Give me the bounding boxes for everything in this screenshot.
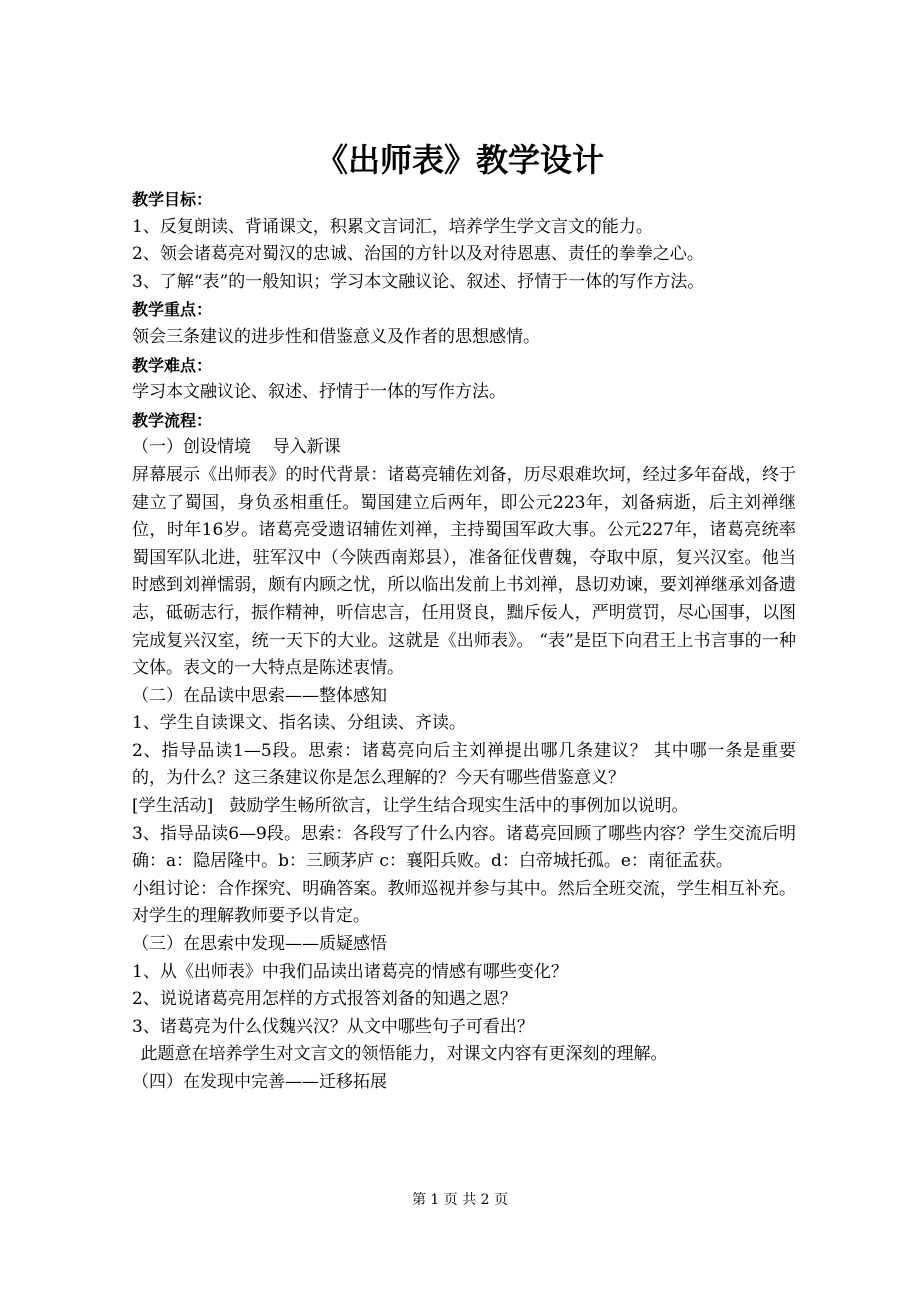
objective-item: 3、了解“表”的一般知识；学习本文融议论、叙述、抒情于一体的写作方法。 [132, 271, 705, 292]
key-points-heading: 教学重点： [132, 300, 213, 320]
step2-heading: （二）在品读中思索——整体感知 [132, 685, 387, 706]
objective-item: 1、反复朗读、背诵课文，积累文言词汇，培养学生学文言文的能力。 [132, 216, 653, 237]
step3-note: 此题意在培养学生对文言文的领悟能力，对课文内容有更深刻的理解。 [140, 1044, 668, 1065]
step1-body: 屏幕展示《出师表》的时代背景：诸葛亮辅佐刘备，历尽艰难坎坷，经过多年奋战，终于建立了蜀国，身负丞相重任。蜀国建立后两年，即公元223年，刘备病逝，后主刘禅继位，时年16岁。诸葛亮受遗诏辅佐刘禅，主持蜀国军政大事。公元227年，诸葛亮统率蜀国军队北进，驻军汉中（今陕西南郑县），准备征伐曹魏，夺取中原，复兴汉室。他当时感到刘禅懦弱，颇有内顾之忧，所以临出发前上书刘禅，恳切劝谏，要刘禅继承刘备遗志，砥砺志行，振作精神，听信忠言，任用贤良，黜斥佞人，严明赏罚，尽心国事，以图完成复兴汉室，统一天下的大业。这就是《出师表》。 “表”是臣下向君王上书言事的一种文体。表文的一大特点是陈述衷情。 [132, 464, 796, 679]
step3-heading: （三）在思索中发现——质疑感悟 [132, 934, 387, 955]
key-points-text: 领会三条建议的进步性和借鉴意义及作者的思想感情。 [132, 326, 540, 347]
objectives-heading: 教学目标： [132, 190, 213, 209]
page-title: 《出师表》教学设计 [315, 141, 604, 179]
step2-item: 2、指导品读1—5段。思索：诸葛亮向后主刘禅提出哪几条建议？ 其中哪一条是重要的，为什么？这三条建议你是怎么理解的？今天有哪些借鉴意义？ [132, 740, 796, 789]
step2-item: 小组讨论：合作探究、明确答案。教师巡视并参与其中。然后全班交流，学生相互补充。对学生的理解教师要予以肯定。 [132, 878, 796, 927]
page-footer: 第 1 页 共 2 页 [411, 1192, 509, 1208]
difficulties-text: 学习本文融议论、叙述、抒情于一体的写作方法。 [132, 382, 506, 403]
step2-item: 3、指导品读6—9段。思索：各段写了什么内容。诸葛亮回顾了哪些内容？学生交流后明确：a：隐居隆中。b：三顾茅庐 c：襄阳兵败。d：白帝城托孤。e：南征孟获。 [132, 823, 796, 872]
step2-item: [学生活动] 鼓励学生畅所欲言，让学生结合现实生活中的事例加以说明。 [132, 796, 689, 817]
step3-item: 2、说说诸葛亮用怎样的方式报答刘备的知遇之恩？ [132, 989, 517, 1010]
difficulties-heading: 教学难点： [132, 355, 213, 375]
objective-item: 2、领会诸葛亮对蜀汉的忠诚、治国的方针以及对待恩惠、责任的拳拳之心。 [132, 244, 704, 265]
document-body [132, 186, 796, 1097]
process-heading: 教学流程： [132, 410, 213, 430]
step3-item: 1、从《出师表》中我们品读出诸葛亮的情感有哪些变化？ [132, 961, 568, 982]
step3-item: 3、诸葛亮为什么伐魏兴汉？从文中哪些句子可看出？ [132, 1016, 534, 1037]
step2-item: 1、学生自读课文、指名读、分组读、齐读。 [132, 713, 466, 734]
step4-heading: （四）在发现中完善——迁移拓展 [132, 1072, 387, 1092]
step1-heading: （一）创设情境 导入新课 [132, 437, 341, 458]
